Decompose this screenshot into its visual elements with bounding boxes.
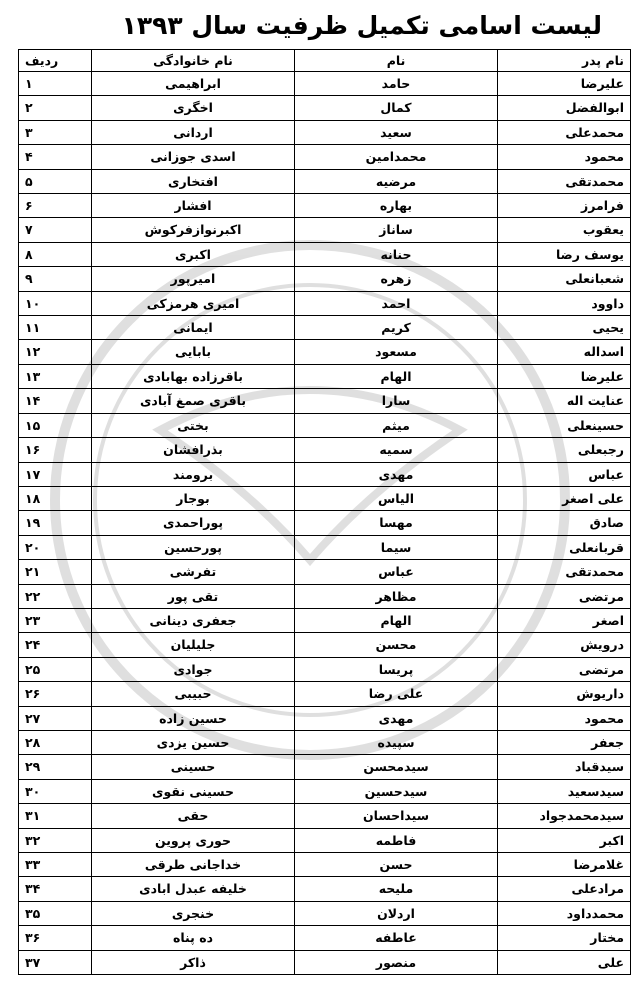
table-row [19, 218, 631, 242]
cell-index: ۱۱ [19, 316, 92, 340]
cell-name: مهدی [295, 462, 498, 486]
table-row [19, 706, 631, 730]
cell-father: یحیی [498, 316, 631, 340]
cell-index: ۸ [19, 242, 92, 266]
cell-family: ابراهیمی [92, 72, 295, 96]
cell-father: محمود [498, 706, 631, 730]
cell-name: سمیه [295, 438, 498, 462]
cell-father: جعفر [498, 730, 631, 754]
cell-family: ده پناه [92, 926, 295, 950]
cell-name: سپیده [295, 730, 498, 754]
cell-name: مهسا [295, 511, 498, 535]
cell-index: ۵ [19, 169, 92, 193]
cell-index: ۳۷ [19, 950, 92, 974]
cell-index: ۱۲ [19, 340, 92, 364]
col-header-name: نام [295, 50, 498, 72]
cell-father: محمدعلی [498, 120, 631, 144]
table-row [19, 901, 631, 925]
table-row [19, 242, 631, 266]
cell-index: ۳۶ [19, 926, 92, 950]
cell-father: فرامرز [498, 194, 631, 218]
cell-index: ۱۰ [19, 291, 92, 315]
cell-index: ۱۴ [19, 389, 92, 413]
cell-family: بختی [92, 413, 295, 437]
cell-father: علیرضا [498, 72, 631, 96]
table-row [19, 730, 631, 754]
cell-family: حقی [92, 804, 295, 828]
cell-father: داریوش [498, 682, 631, 706]
cell-name: الیاس [295, 486, 498, 510]
cell-father: محمدتقی [498, 169, 631, 193]
table-row [19, 804, 631, 828]
cell-index: ۱ [19, 72, 92, 96]
cell-father: اکبر [498, 828, 631, 852]
table-row [19, 755, 631, 779]
cell-name: سیدحسین [295, 779, 498, 803]
cell-family: اردانی [92, 120, 295, 144]
cell-family: جوادی [92, 657, 295, 681]
cell-index: ۲۷ [19, 706, 92, 730]
cell-family: جلیلیان [92, 633, 295, 657]
col-header-index: ردیف [19, 50, 92, 72]
cell-name: میثم [295, 413, 498, 437]
cell-family: برومند [92, 462, 295, 486]
cell-father: ابوالفضل [498, 96, 631, 120]
table-row [19, 877, 631, 901]
cell-index: ۷ [19, 218, 92, 242]
cell-index: ۱۳ [19, 364, 92, 388]
cell-index: ۳۳ [19, 853, 92, 877]
cell-name: سیداحسان [295, 804, 498, 828]
cell-father: سیدسعید [498, 779, 631, 803]
cell-index: ۲۵ [19, 657, 92, 681]
cell-family: حسینی نقوی [92, 779, 295, 803]
cell-father: داوود [498, 291, 631, 315]
table-row [19, 340, 631, 364]
cell-family: بوجار [92, 486, 295, 510]
table-row [19, 560, 631, 584]
cell-family: خنجری [92, 901, 295, 925]
cell-father: اسداله [498, 340, 631, 364]
cell-father: عنایت اله [498, 389, 631, 413]
table-row [19, 535, 631, 559]
cell-index: ۱۸ [19, 486, 92, 510]
cell-name: مظاهر [295, 584, 498, 608]
cell-name: منصور [295, 950, 498, 974]
cell-family: باقری صمغ آبادی [92, 389, 295, 413]
table-row [19, 608, 631, 632]
table-row [19, 413, 631, 437]
cell-father: علی اصغر [498, 486, 631, 510]
cell-name: اردلان [295, 901, 498, 925]
cell-father: محمدتقی [498, 560, 631, 584]
cell-name: سیما [295, 535, 498, 559]
col-header-family: نام خانوادگی [92, 50, 295, 72]
cell-family: اسدی جوزانی [92, 145, 295, 169]
cell-family: حبیبی [92, 682, 295, 706]
table-row [19, 462, 631, 486]
cell-index: ۹ [19, 267, 92, 291]
cell-father: علی [498, 950, 631, 974]
cell-name: الهام [295, 608, 498, 632]
table-row [19, 169, 631, 193]
cell-family: اخگری [92, 96, 295, 120]
cell-index: ۳۴ [19, 877, 92, 901]
cell-father: محمدداود [498, 901, 631, 925]
cell-family: حسین یزدی [92, 730, 295, 754]
cell-name: کمال [295, 96, 498, 120]
table-row [19, 438, 631, 462]
table-row [19, 389, 631, 413]
cell-index: ۱۷ [19, 462, 92, 486]
cell-family: اکبرنوازفرکوش [92, 218, 295, 242]
cell-father: علیرضا [498, 364, 631, 388]
cell-father: محمود [498, 145, 631, 169]
cell-name: سعید [295, 120, 498, 144]
cell-family: پوراحمدی [92, 511, 295, 535]
table-row [19, 194, 631, 218]
table-row [19, 633, 631, 657]
cell-father: رجبعلی [498, 438, 631, 462]
cell-father: حسینعلی [498, 413, 631, 437]
cell-family: حسینی [92, 755, 295, 779]
cell-name: مهدی [295, 706, 498, 730]
cell-name: حنانه [295, 242, 498, 266]
cell-family: جعفری دینانی [92, 608, 295, 632]
cell-father: شعبانعلی [498, 267, 631, 291]
cell-name: زهره [295, 267, 498, 291]
cell-father: مرتضی [498, 584, 631, 608]
cell-name: فاطمه [295, 828, 498, 852]
cell-family: تقی پور [92, 584, 295, 608]
cell-father: یوسف رضا [498, 242, 631, 266]
cell-family: امیرپور [92, 267, 295, 291]
cell-father: عباس [498, 462, 631, 486]
table-row [19, 145, 631, 169]
cell-name: سیدمحسن [295, 755, 498, 779]
cell-name: حامد [295, 72, 498, 96]
cell-index: ۳۵ [19, 901, 92, 925]
cell-name: حسن [295, 853, 498, 877]
cell-family: افتخاری [92, 169, 295, 193]
table-row [19, 120, 631, 144]
cell-index: ۲۰ [19, 535, 92, 559]
cell-name: مرضیه [295, 169, 498, 193]
table-row [19, 584, 631, 608]
cell-index: ۲۹ [19, 755, 92, 779]
cell-index: ۲۱ [19, 560, 92, 584]
roster-table [18, 49, 631, 975]
cell-name: کریم [295, 316, 498, 340]
cell-father: قربانعلی [498, 535, 631, 559]
cell-family: باقرزاده بهابادی [92, 364, 295, 388]
cell-name: عاطفه [295, 926, 498, 950]
cell-father: اصغر [498, 608, 631, 632]
table-row [19, 926, 631, 950]
cell-name: سارا [295, 389, 498, 413]
cell-index: ۲۸ [19, 730, 92, 754]
cell-family: بابایی [92, 340, 295, 364]
table-body [19, 72, 631, 975]
cell-father: سیدمحمدجواد [498, 804, 631, 828]
table-row [19, 779, 631, 803]
table-row [19, 316, 631, 340]
cell-father: مختار [498, 926, 631, 950]
table-row [19, 486, 631, 510]
table-row [19, 291, 631, 315]
cell-family: پورحسین [92, 535, 295, 559]
table-row [19, 657, 631, 681]
cell-index: ۱۹ [19, 511, 92, 535]
table-row [19, 682, 631, 706]
cell-index: ۶ [19, 194, 92, 218]
cell-name: پریسا [295, 657, 498, 681]
cell-name: محسن [295, 633, 498, 657]
cell-name: علی رضا [295, 682, 498, 706]
cell-name: مسعود [295, 340, 498, 364]
table-row [19, 96, 631, 120]
cell-family: بذرافشان [92, 438, 295, 462]
cell-father: صادق [498, 511, 631, 535]
cell-family: حسین زاده [92, 706, 295, 730]
cell-family: خداجانی طرقی [92, 853, 295, 877]
cell-family: حوری پروین [92, 828, 295, 852]
cell-name: ساناز [295, 218, 498, 242]
cell-name: محمدامین [295, 145, 498, 169]
cell-name: الهام [295, 364, 498, 388]
cell-index: ۱۶ [19, 438, 92, 462]
table-row [19, 364, 631, 388]
cell-family: ذاکر [92, 950, 295, 974]
table-row [19, 511, 631, 535]
cell-name: عباس [295, 560, 498, 584]
table-row [19, 950, 631, 974]
header-row [19, 50, 631, 72]
cell-family: تفرشی [92, 560, 295, 584]
cell-name: بهاره [295, 194, 498, 218]
cell-name: ملیحه [295, 877, 498, 901]
cell-index: ۲ [19, 96, 92, 120]
cell-index: ۳ [19, 120, 92, 144]
cell-father: یعقوب [498, 218, 631, 242]
cell-index: ۴ [19, 145, 92, 169]
cell-index: ۲۴ [19, 633, 92, 657]
page-title: لیست اسامی تکمیل ظرفیت سال ۱۳۹۳ [121, 11, 602, 40]
col-header-father: نام پدر [498, 50, 631, 72]
table-row [19, 828, 631, 852]
cell-index: ۲۲ [19, 584, 92, 608]
cell-father: سیدقباد [498, 755, 631, 779]
cell-index: ۲۳ [19, 608, 92, 632]
cell-family: ایمانی [92, 316, 295, 340]
cell-father: مرادعلی [498, 877, 631, 901]
cell-index: ۳۲ [19, 828, 92, 852]
cell-family: خلیفه عبدل ابادی [92, 877, 295, 901]
table-row [19, 72, 631, 96]
cell-index: ۲۶ [19, 682, 92, 706]
table-row [19, 853, 631, 877]
table-row [19, 267, 631, 291]
cell-father: مرتضی [498, 657, 631, 681]
cell-family: امیری هرمزکی [92, 291, 295, 315]
cell-index: ۳۰ [19, 779, 92, 803]
cell-father: غلامرضا [498, 853, 631, 877]
cell-father: درویش [498, 633, 631, 657]
cell-family: افشار [92, 194, 295, 218]
cell-index: ۱۵ [19, 413, 92, 437]
cell-index: ۳۱ [19, 804, 92, 828]
cell-family: اکبری [92, 242, 295, 266]
cell-name: احمد [295, 291, 498, 315]
